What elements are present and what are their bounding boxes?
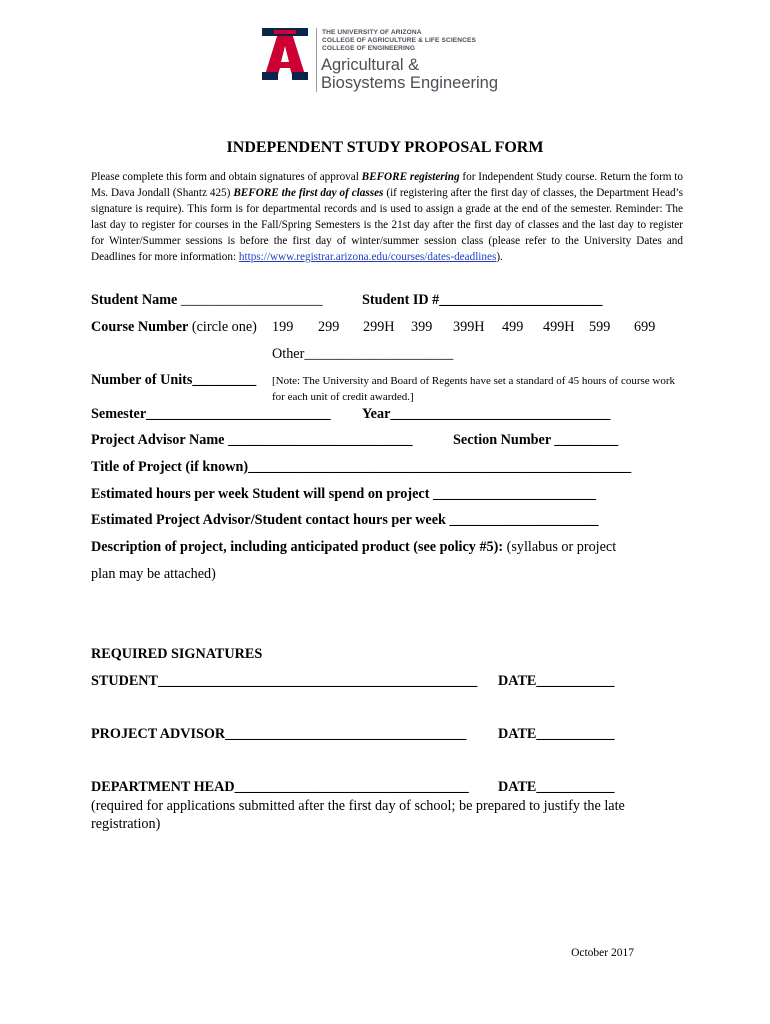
head-signature-note: (required for applications submitted after the first day of school; be prepared to justify the late registration) — [91, 798, 625, 832]
circle-one-hint: (circle one) — [188, 319, 257, 335]
course-option-399h[interactable]: 399H — [453, 319, 485, 335]
logo-college-1: COLLEGE OF AGRICULTURE & LIFE SCIENCES — [322, 37, 476, 44]
student-date-field[interactable] — [498, 673, 614, 689]
course-option-699[interactable]: 699 — [634, 319, 656, 335]
student-id-field[interactable] — [362, 292, 602, 308]
deadlines-link[interactable]: https://www.registrar.arizona.edu/courses/dates-deadlines — [238, 251, 497, 263]
course-option-499[interactable]: 499 — [502, 319, 524, 335]
description-note-2: plan may be attached) — [91, 566, 216, 582]
other-label: Other — [272, 346, 305, 362]
project-title-label: Title of Project (if known) — [91, 459, 249, 475]
student-id-blank[interactable]: _______________________ — [439, 292, 603, 308]
contact-hours-field[interactable] — [91, 512, 598, 528]
description-label: Description of project, including anticipated product (see policy #5): — [91, 539, 504, 555]
head-date-blank[interactable]: ___________ — [536, 779, 615, 795]
contact-hours-blank[interactable]: _____________________ — [449, 512, 599, 528]
hours-label: Estimated hours per week Student will spend on project — [91, 486, 430, 502]
signatures-heading: REQUIRED SIGNATURES — [91, 646, 263, 662]
course-other-field[interactable] — [272, 346, 453, 362]
intro-text-3: (if registering after the first day of classes, the Department Head’s signature is require). This form is for departmental records and is used to assign a grade at the end of the semester. Reminder: The last day to register for courses in the Fall/Spring Semesters is the 21st day after the first day of classes and the last day to register for Winter/Summer sessions is before the first day of winter/summer session class (please refer to the University Dates and Deadlines for more information: — [91, 187, 683, 263]
advisor-name-blank[interactable]: __________________________ — [227, 432, 413, 448]
form-title: INDEPENDENT STUDY PROPOSAL FORM — [226, 139, 544, 156]
units-blank[interactable]: _________ — [192, 372, 257, 388]
student-id-label: Student ID # — [362, 292, 440, 308]
student-name-blank[interactable]: ____________________ — [180, 292, 323, 308]
intro-emphasis-2: BEFORE the first day of classes — [233, 187, 384, 199]
intro-text-1: Please complete this form and obtain signatures of approval — [91, 171, 362, 183]
head-date-field[interactable] — [498, 779, 614, 795]
logo-college-2: COLLEGE OF ENGINEERING — [322, 45, 416, 52]
course-option-399[interactable]: 399 — [411, 319, 433, 335]
student-date-blank[interactable]: ___________ — [536, 673, 615, 689]
intro-text-2: for Independent Study course. Return the form to Ms. Dava Jondall (Shantz 425) — [91, 171, 683, 199]
year-field[interactable] — [362, 406, 610, 422]
section-number-field[interactable] — [453, 432, 618, 448]
section-number-label: Section Number — [453, 432, 551, 448]
arizona-a-logo-icon — [262, 28, 308, 80]
hours-field[interactable] — [91, 486, 596, 502]
course-option-299h[interactable]: 299H — [363, 319, 395, 335]
intro-emphasis-1: BEFORE registering — [361, 171, 460, 183]
logo-divider — [316, 28, 317, 92]
course-option-499h[interactable]: 499H — [543, 319, 575, 335]
logo-university: THE UNIVERSITY OF ARIZONA — [322, 29, 422, 36]
advisor-name-label: Project Advisor Name — [91, 432, 225, 448]
other-blank[interactable]: _____________________ — [304, 346, 454, 362]
student-signature-field[interactable] — [91, 673, 477, 689]
semester-label: Semester — [91, 406, 147, 422]
semester-field[interactable] — [91, 406, 331, 422]
description-note: (syllabus or project — [503, 539, 617, 555]
semester-blank[interactable]: __________________________ — [146, 406, 331, 422]
head-date-label: DATE — [498, 779, 537, 795]
units-field[interactable] — [91, 372, 256, 388]
project-title-blank[interactable]: ______________________________________________________ — [248, 459, 632, 475]
head-signature-field[interactable] — [91, 779, 469, 795]
year-blank[interactable]: _______________________________ — [390, 406, 611, 422]
advisor-signature-field[interactable] — [91, 726, 466, 742]
project-title-field[interactable] — [91, 459, 631, 475]
student-date-label: DATE — [498, 673, 537, 689]
section-number-blank[interactable]: _________ — [554, 432, 619, 448]
student-name-field[interactable] — [91, 292, 323, 308]
head-signature-label: DEPARTMENT HEAD — [91, 779, 235, 795]
course-option-299[interactable]: 299 — [318, 319, 340, 335]
university-logo — [262, 26, 522, 98]
contact-hours-label: Estimated Project Advisor/Student contact hours per week — [91, 512, 446, 528]
logo-dept-line-2: Biosystems Engineering — [321, 74, 499, 92]
advisor-date-blank[interactable]: ___________ — [536, 726, 615, 742]
year-label: Year — [362, 406, 391, 422]
course-number-row — [91, 319, 257, 335]
course-option-599[interactable]: 599 — [589, 319, 611, 335]
hours-blank[interactable]: _______________________ — [432, 486, 597, 502]
student-signature-label: STUDENT — [91, 673, 159, 689]
student-name-label: Student Name — [91, 292, 178, 308]
advisor-date-label: DATE — [498, 726, 537, 742]
advisor-signature-blank[interactable]: __________________________________ — [225, 726, 467, 742]
student-signature-blank[interactable]: _____________________________________________ — [158, 673, 478, 689]
logo-dept-line-1: Agricultural & — [321, 56, 420, 74]
advisor-date-field[interactable] — [498, 726, 614, 742]
units-note: [Note: The University and Board of Regents have set a standard of 45 hours of course work for each unit of credit awarded.] — [272, 375, 676, 403]
intro-paragraph — [91, 169, 683, 265]
description-row — [91, 539, 616, 555]
units-label: Number of Units — [91, 372, 193, 388]
course-number-label: Course Number — [91, 319, 189, 335]
advisor-signature-label: PROJECT ADVISOR — [91, 726, 226, 742]
intro-text-4: ). — [496, 251, 503, 263]
course-option-199[interactable]: 199 — [272, 319, 294, 335]
footer-date: October 2017 — [571, 947, 634, 959]
head-signature-blank[interactable]: _________________________________ — [234, 779, 469, 795]
advisor-name-field[interactable] — [91, 432, 412, 448]
